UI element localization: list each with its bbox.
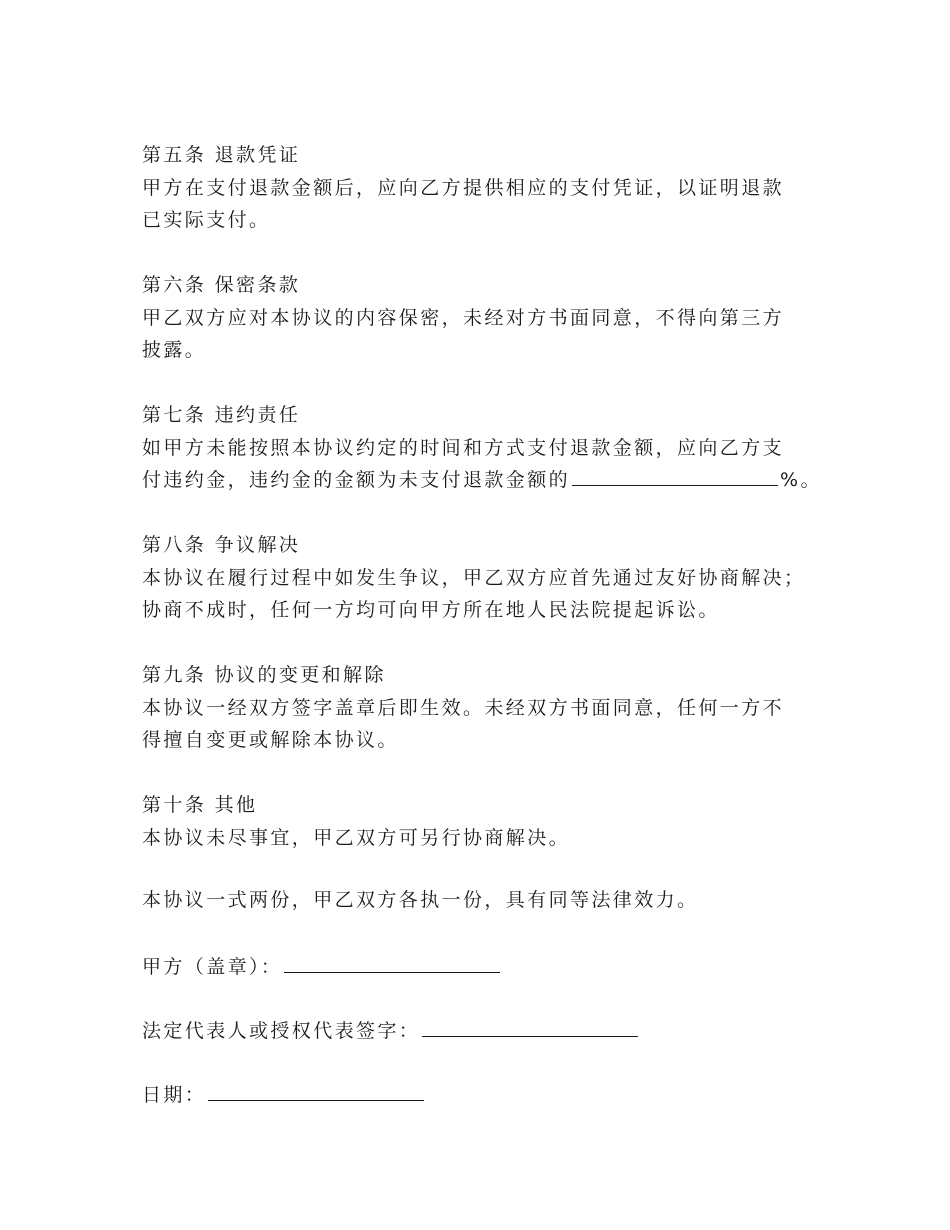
party-a-signature-row [142, 954, 502, 980]
clause-6-line-2: 披露。 [142, 339, 207, 361]
clause-8-line-2: 协商不成时，任何一方均可向甲方所在地人民法院提起诉讼。 [142, 599, 720, 621]
penalty-percent-blank[interactable] [572, 467, 778, 486]
clause-9-line-1: 本协议一经双方签字盖章后即生效。未经双方书面同意，任何一方不 [142, 697, 785, 719]
clause-10-heading: 第十条 其他 [142, 794, 258, 816]
clause-10-line-1: 本协议未尽事宜，甲乙双方可另行协商解决。 [142, 827, 571, 849]
penalty-text: 付违约金，违约金的金额为未支付退款金额的 [142, 469, 571, 491]
representative-label: 法定代表人或授权代表签字： [142, 1020, 421, 1042]
closing-statement: 本协议一式两份，甲乙双方各执一份，具有同等法律效力。 [142, 889, 699, 911]
date-blank[interactable] [208, 1082, 424, 1101]
representative-signature-row [142, 1018, 640, 1044]
date-row [142, 1082, 426, 1108]
clause-5-line-2: 已实际支付。 [142, 209, 271, 231]
clause-9-line-2: 得擅自变更或解除本协议。 [142, 729, 399, 751]
clause-6-line-1: 甲乙双方应对本协议的内容保密，未经对方书面同意，不得向第三方 [142, 307, 785, 329]
clause-5-heading: 第五条 退款凭证 [142, 144, 301, 166]
date-label: 日期： [142, 1084, 207, 1106]
clause-8-heading: 第八条 争议解决 [142, 534, 301, 556]
penalty-suffix: %。 [780, 469, 822, 491]
party-a-seal-blank[interactable] [284, 954, 500, 973]
clause-7-line-1: 如甲方未能按照本协议约定的时间和方式支付退款金额，应向乙方支 [142, 437, 785, 459]
clause-7-line-2 [142, 467, 822, 493]
clause-7-heading: 第七条 违约责任 [142, 404, 301, 426]
representative-signature-blank[interactable] [422, 1018, 638, 1037]
clause-8-line-1: 本协议在履行过程中如发生争议，甲乙双方应首先通过友好协商解决； [142, 567, 806, 589]
clause-5-line-1: 甲方在支付退款金额后，应向乙方提供相应的支付凭证，以证明退款 [142, 177, 785, 199]
clause-9-heading: 第九条 协议的变更和解除 [142, 664, 386, 686]
clause-6-heading: 第六条 保密条款 [142, 274, 301, 296]
party-a-label: 甲方（盖章）： [142, 956, 283, 978]
